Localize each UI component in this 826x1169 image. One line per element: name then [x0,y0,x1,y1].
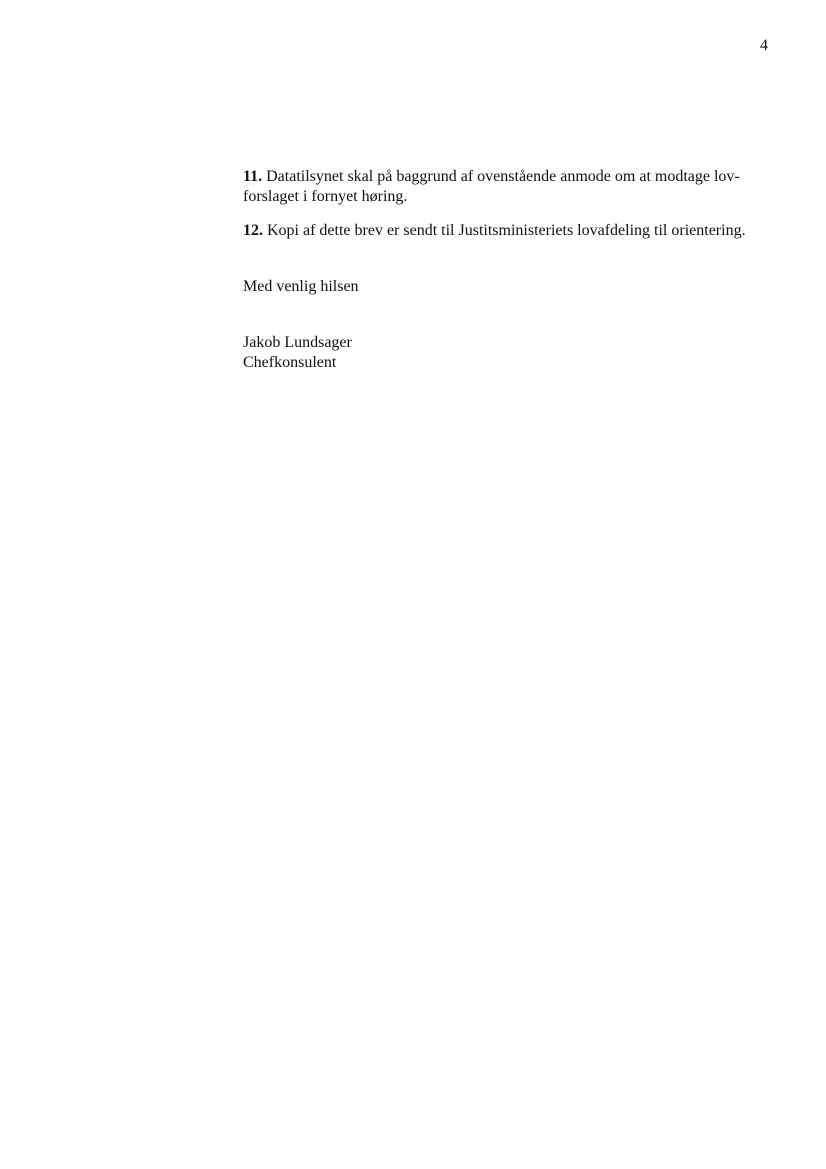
paragraph-text: Kopi af dette brev er sendt til Justitsministeriets lovafdeling til orientering. [263,222,746,239]
signature-block [243,333,778,373]
paragraph-11 [243,167,778,207]
paragraph-12 [243,221,778,241]
page-number: 4 [760,37,768,54]
signer-name: Jakob Lundsager [243,334,352,351]
paragraph-number: 12. [243,222,263,239]
letter-body [243,167,778,373]
signer-title: Chefkonsulent [243,354,337,371]
closing-salutation: Med venlig hilsen [243,278,359,295]
paragraph-number: 11. [243,168,263,185]
paragraph-text: Datatilsynet skal på baggrund af ovenstående anmode om at modtage lov- forslaget i fornyet høring. [243,168,740,205]
